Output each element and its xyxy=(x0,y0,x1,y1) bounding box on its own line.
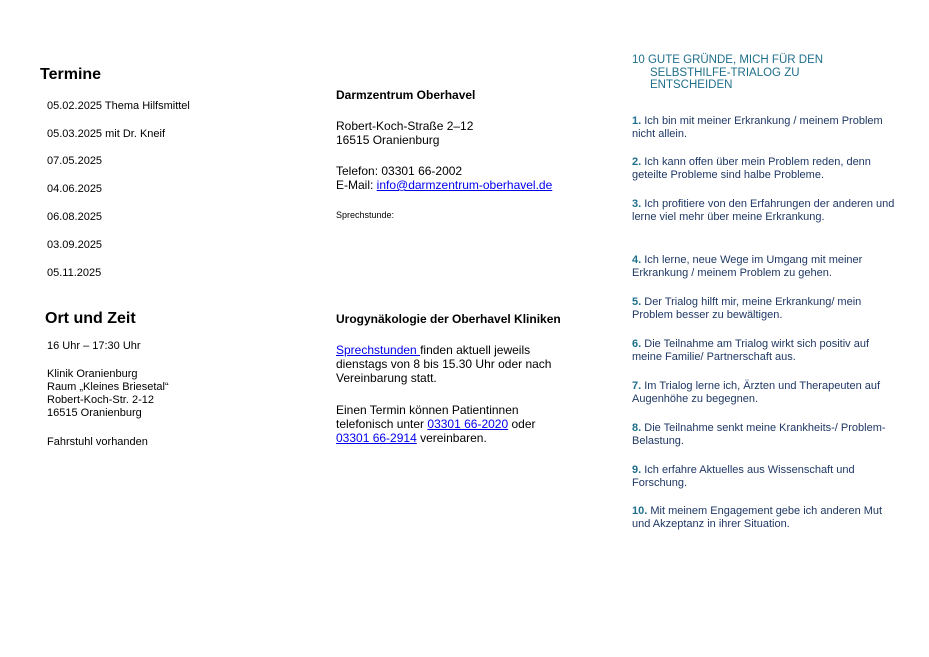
reason-item xyxy=(632,198,902,224)
reason-item xyxy=(632,422,902,448)
dz-email-link[interactable]: info@darmzentrum-oberhavel.de xyxy=(376,178,553,192)
heading-line: SELBSTHILFE-TRIALOG ZU xyxy=(650,66,800,79)
reason-item xyxy=(632,156,902,182)
address-line: Raum „Kleines Briesetal“ xyxy=(47,381,169,393)
uro-text: Einen Termin können Patientinnen xyxy=(336,403,519,417)
phone-link-2[interactable]: 03301 66-2914 xyxy=(336,431,417,445)
reason-number: 10. xyxy=(632,505,648,517)
heading-line: 10 GUTE GRÜNDE, MICH FÜR DEN xyxy=(632,54,824,66)
uro-text: Vereinbarung statt. xyxy=(336,371,437,385)
termin-item: 04.06.2025 xyxy=(47,183,103,195)
time-text: 16 Uhr – 17:30 Uhr xyxy=(47,340,141,352)
reason-text: Ich kann offen über mein Problem reden, denn geteilte Probleme sind halbe Probleme. xyxy=(632,156,871,181)
reason-text: Ich erfahre Aktuelles aus Wissenschaft und Forschung. xyxy=(632,464,855,489)
reason-item xyxy=(632,380,902,406)
reason-item xyxy=(632,115,902,141)
reason-text: Ich profitiere von den Erfahrungen der anderen und lerne viel mehr über meine Erkrankung. xyxy=(632,198,895,223)
uro-line xyxy=(336,343,530,357)
termin-item: 07.05.2025 xyxy=(47,155,103,167)
reason-text: Die Teilnahme senkt meine Krankheits-/ Problem-Belastung. xyxy=(632,422,886,447)
address-line: Klinik Oranienburg xyxy=(47,368,138,380)
darmzentrum-title: Darmzentrum Oberhavel xyxy=(336,88,476,102)
reason-text: Im Trialog lerne ich, Ärzten und Therapeuten auf Augenhöhe zu begegnen. xyxy=(632,380,881,405)
reason-number: 1. xyxy=(632,115,642,127)
termine-heading: Termine xyxy=(40,66,102,83)
reason-number: 9. xyxy=(632,464,642,476)
reason-number: 3. xyxy=(632,198,642,210)
uro-line xyxy=(336,431,487,445)
uro-line xyxy=(336,417,536,431)
elevator-note: Fahrstuhl vorhanden xyxy=(47,436,148,448)
address-line: Robert-Koch-Str. 2-12 xyxy=(47,394,154,406)
phone-link-1[interactable]: 03301 66-2020 xyxy=(427,417,509,431)
dz-street: Robert-Koch-Straße 2–12 xyxy=(336,119,474,133)
reason-number: 5. xyxy=(632,296,642,308)
sprechstunden-link[interactable]: Sprechstunden xyxy=(336,343,421,357)
termin-item: 03.09.2025 xyxy=(47,239,103,251)
reasons-heading xyxy=(632,54,823,92)
reason-item xyxy=(632,338,902,364)
uro-title: Urogynäkologie der Oberhavel Kliniken xyxy=(336,312,561,326)
reason-number: 8. xyxy=(632,422,642,434)
reason-number: 7. xyxy=(632,380,642,392)
reason-item xyxy=(632,254,902,280)
dz-email-label: E-Mail: xyxy=(336,178,377,192)
uro-text: finden aktuell jeweils xyxy=(420,343,531,357)
dz-email-line xyxy=(336,178,552,192)
heading-line: ENTSCHEIDEN xyxy=(650,79,733,91)
reason-number: 6. xyxy=(632,338,642,350)
address-line: 16515 Oranienburg xyxy=(47,407,142,419)
reason-item xyxy=(632,464,902,490)
reason-text: Die Teilnahme am Trialog wirkt sich positiv auf meine Familie/ Partnerschaft aus. xyxy=(632,338,870,363)
dz-sprechstunde: Sprechstunde: xyxy=(336,210,395,220)
uro-text: dienstags von 8 bis 15.30 Uhr oder nach xyxy=(336,357,552,371)
reason-item xyxy=(632,296,902,322)
reason-text: Ich lerne, neue Wege im Umgang mit meiner Erkrankung / meinem Problem zu gehen. xyxy=(632,254,863,279)
termin-item: 05.11.2025 xyxy=(47,267,102,279)
termin-item: 05.02.2025 Thema Hilfsmittel xyxy=(47,100,190,112)
uro-text: telefonisch unter xyxy=(336,417,428,431)
uro-text: vereinbaren. xyxy=(416,431,487,445)
reason-text: Ich bin mit meiner Erkrankung / meinem Problem nicht allein. xyxy=(632,115,883,140)
uro-text: oder xyxy=(508,417,536,431)
dz-city: 16515 Oranienburg xyxy=(336,133,440,147)
reason-number: 4. xyxy=(632,254,642,266)
reason-text: Mit meinem Engagement gebe ich anderen Mut und Akzeptanz in ihrer Situation. xyxy=(632,505,883,530)
reason-number: 2. xyxy=(632,156,642,168)
termin-item: 05.03.2025 mit Dr. Kneif xyxy=(47,128,166,140)
reason-text: Der Trialog hilft mir, meine Erkrankung/ mein Problem besser zu bewältigen. xyxy=(632,296,862,321)
termin-item: 06.08.2025 xyxy=(47,211,103,223)
dz-phone: Telefon: 03301 66-2002 xyxy=(336,164,463,178)
reason-item xyxy=(632,505,902,531)
ort-heading: Ort und Zeit xyxy=(45,310,136,327)
